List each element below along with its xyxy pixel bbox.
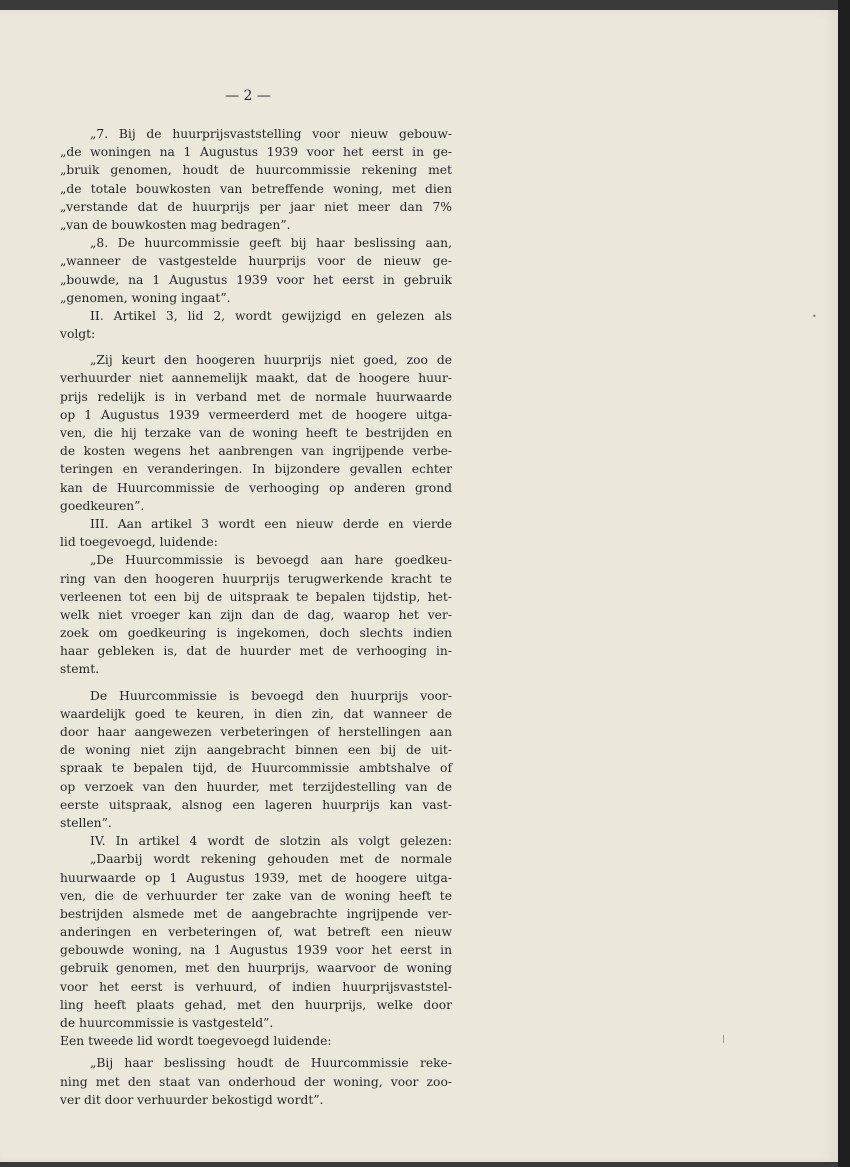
text-line: ling heeft plaats gehad, met den huurprijs, welke door xyxy=(60,997,452,1012)
paragraph-section-IV-second-quote xyxy=(60,1054,452,1072)
paragraph-section-IV-second xyxy=(60,1032,452,1050)
paragraph-section-II xyxy=(60,307,452,325)
paragraph-section-II-quote xyxy=(60,351,452,369)
scan-speck: • xyxy=(812,312,817,321)
text-line: „de totale bouwkosten van betreffende woning, met dien xyxy=(60,181,452,196)
document-body xyxy=(60,125,452,1109)
text-line: zoek om goedkeuring is ingekomen, doch slechts indien xyxy=(60,626,452,641)
text-line: haar gebleken is, dat de huurder met de verhooging in- xyxy=(60,644,452,659)
text-line: door haar aangewezen verbeteringen of herstellingen aan xyxy=(60,725,452,739)
text-line: De Huurcommissie is bevoegd den huurprijs voor- xyxy=(90,688,452,703)
text-line: „Zij keurt den hoogeren huurprijs niet goed, zoo de xyxy=(90,353,452,368)
text-line: „8. De huurcommissie geeft bij haar beslissing aan, xyxy=(90,236,452,251)
text-line: spraak te bepalen tijd, de Huurcommissie ambtshalve of xyxy=(60,761,452,776)
paragraph-article-7 xyxy=(60,125,452,143)
text-line: waardelijk goed te keuren, in dien zin, dat wanneer de xyxy=(60,706,452,721)
text-line: „7. Bij de huurprijsvaststelling voor nieuw gebouw- xyxy=(90,127,452,141)
text-line: kan de Huurcommissie de verhooging op anderen grond xyxy=(60,480,452,495)
text-line: „bruik genomen, houdt de huurcommissie rekening met xyxy=(60,163,452,178)
scan-speck: | xyxy=(722,1034,725,1043)
text-line: III. Aan artikel 3 wordt een nieuw derde en vierde xyxy=(90,516,452,531)
paragraph-section-IV-quote xyxy=(60,850,452,868)
text-line: voor het eerst is verhuurd, of indien huurprijsvaststel- xyxy=(60,979,452,994)
text-line: II. Artikel 3, lid 2, wordt gewijzigd en gelezen als xyxy=(90,308,452,323)
text-line: gebouwde woning, na 1 Augustus 1939 voor het eerst in xyxy=(60,943,452,958)
text-line: welk niet vroeger kan zijn dan de dag, waarop het ver- xyxy=(60,607,452,622)
text-line: „Daarbij wordt rekening gehouden met de normale xyxy=(90,852,452,867)
text-line: gebruik genomen, met den huurprijs, waarvoor de woning xyxy=(60,961,452,976)
text-line: „De Huurcommissie is bevoegd aan hare goedkeu- xyxy=(90,553,452,568)
text-line: ring van den hoogeren huurprijs terugwerkende kracht te xyxy=(60,571,452,586)
text-line: huurwaarde op 1 Augustus 1939, met de hoogere uitga- xyxy=(60,870,452,885)
text-line: ven, die de verhuurder ter zake van de woning heeft te xyxy=(60,888,452,903)
paragraph-section-IV xyxy=(60,832,452,850)
paragraph-section-III-quote-1 xyxy=(60,551,452,569)
text-line: „wanneer de vastgestelde huurprijs voor de nieuw ge- xyxy=(60,254,452,269)
text-line: ven, die hij terzake van de woning heeft te bestrijden en xyxy=(60,426,452,440)
text-line: „genomen, woning ingaat”. xyxy=(60,290,231,305)
text-line: goedkeuren”. xyxy=(60,498,145,513)
page-number: — 2 — xyxy=(225,88,271,104)
text-line: de kosten wegens het aanbrengen van ingrijpende verbe- xyxy=(60,444,452,459)
text-line: „Bij haar beslissing houdt de Huurcommissie reke- xyxy=(90,1056,452,1071)
text-line: ning met den staat van onderhoud der woning, voor zoo- xyxy=(60,1074,452,1089)
text-line: de huurcommissie is vastgesteld”. xyxy=(60,1016,274,1030)
text-line: op 1 Augustus 1939 vermeerderd met de hoogere uitga- xyxy=(60,407,452,422)
text-line: stellen”. xyxy=(60,815,112,830)
text-line: bestrijden alsmede met de aangebrachte ingrijpende ver- xyxy=(60,906,452,921)
text-line: op verzoek van den huurder, met terzijdestelling van de xyxy=(60,779,452,794)
scan-edge xyxy=(838,0,850,1167)
text-line: ver dit door verhuurder bekostigd wordt”. xyxy=(60,1092,324,1107)
text-line: prijs redelijk is in verband met de normale huurwaarde xyxy=(60,389,452,404)
text-line: „van de bouwkosten mag bedragen”. xyxy=(60,217,291,232)
text-line: volgt: xyxy=(60,327,96,342)
text-line: Een tweede lid wordt toegevoegd luidende: xyxy=(60,1034,332,1049)
paragraph-article-8 xyxy=(60,234,452,252)
text-line: „de woningen na 1 Augustus 1939 voor het eerst in ge- xyxy=(60,145,452,160)
text-line: eerste uitspraak, alsnog een lageren huurprijs kan vast- xyxy=(60,797,452,812)
text-line: „verstande dat de huurprijs per jaar niet meer dan 7% xyxy=(60,199,452,214)
text-line: de woning niet zijn aangebracht binnen een bij de uit- xyxy=(60,743,452,758)
text-line: IV. In artikel 4 wordt de slotzin als volgt gelezen: xyxy=(90,834,452,849)
text-line: lid toegevoegd, luidende: xyxy=(60,535,218,550)
text-line: verleenen tot een bij de uitspraak te bepalen tijdstip, het- xyxy=(60,589,452,604)
text-line: teringen en veranderingen. In bijzondere gevallen echter xyxy=(60,462,452,477)
text-line: stemt. xyxy=(60,662,100,677)
text-line: „bouwde, na 1 Augustus 1939 voor het eerst in gebruik xyxy=(60,272,452,287)
text-line: verhuurder niet aannemelijk maakt, dat de hoogere huur- xyxy=(60,371,452,386)
paragraph-section-III xyxy=(60,515,452,533)
paragraph-section-III-quote-2 xyxy=(60,687,452,705)
text-line: anderingen en verbeteringen of, wat betreft een nieuw xyxy=(60,925,452,940)
